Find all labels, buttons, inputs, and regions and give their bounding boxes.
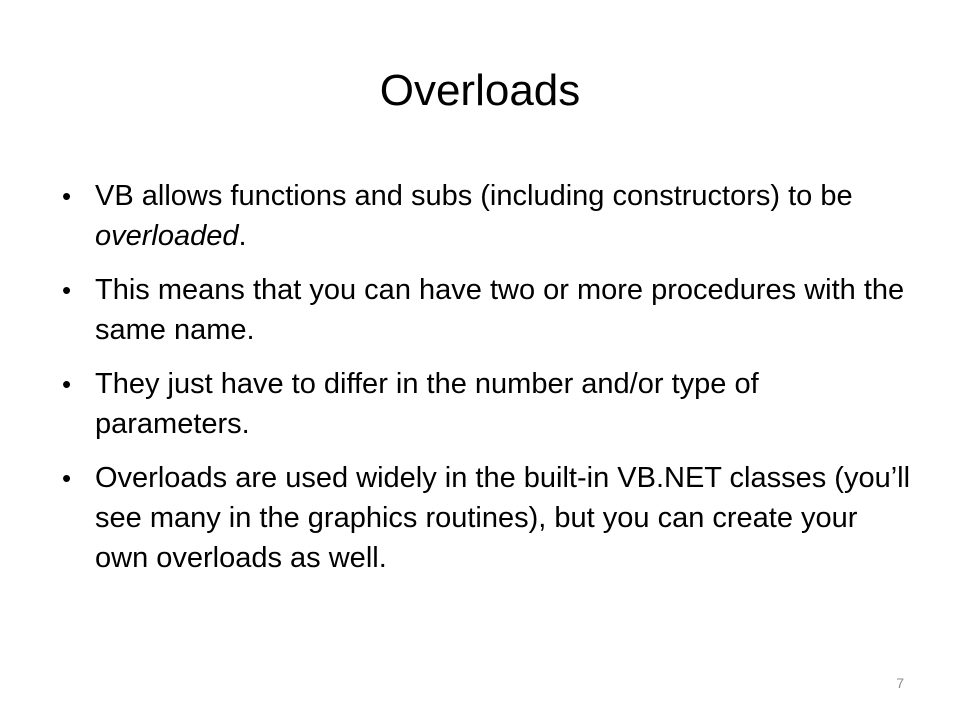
bullet-text-part: .	[238, 220, 247, 252]
bullet-item	[62, 364, 912, 444]
bullet-icon: •	[62, 463, 72, 493]
bullet-icon: •	[62, 181, 72, 211]
bullet-text	[95, 180, 853, 252]
bullet-item	[62, 458, 912, 578]
bullet-icon: •	[62, 275, 72, 305]
bullet-icon: •	[62, 369, 72, 399]
bullet-item	[62, 176, 912, 256]
bullet-list	[62, 176, 912, 592]
bullet-text-part: VB allows functions and subs (including constructors) to be	[95, 180, 853, 212]
emphasized-text: overloaded	[95, 220, 239, 252]
page-number: 7	[896, 675, 904, 691]
bullet-text: They just have to differ in the number and/or type of parameters.	[95, 368, 759, 440]
bullet-text: Overloads are used widely in the built-in VB.NET classes (you’ll see many in the graphics routines), but you can create your own overloads as well.	[95, 462, 911, 574]
bullet-item	[62, 270, 912, 350]
bullet-text: This means that you can have two or more procedures with the same name.	[95, 274, 905, 346]
slide-title: Overloads	[379, 66, 581, 115]
